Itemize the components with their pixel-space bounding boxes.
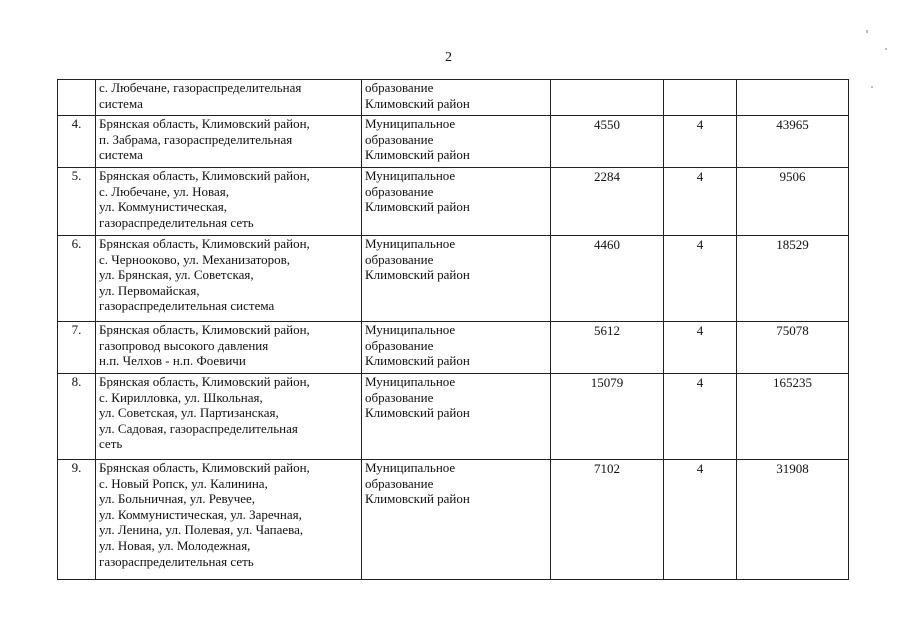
address-line: система bbox=[99, 147, 143, 163]
owner-line: Муниципальное bbox=[365, 322, 456, 337]
value-cell-1: 5612 bbox=[551, 322, 664, 374]
address-cell bbox=[96, 460, 362, 580]
address-line: ул. Садовая, газораспределительная bbox=[99, 420, 298, 436]
address-line: ул. Ленина, ул. Полевая, ул. Чапаева, bbox=[99, 522, 304, 538]
owner-cell bbox=[362, 116, 551, 168]
scan-artifact bbox=[885, 48, 887, 50]
scan-artifact bbox=[866, 30, 868, 33]
value-cell-1: 4460 bbox=[551, 236, 664, 322]
address-line: с. Кирилловка, ул. Школьная, bbox=[99, 389, 263, 405]
owner-line: Муниципальное bbox=[365, 236, 456, 251]
page-number: 2 bbox=[445, 50, 452, 65]
address-line: Брянская область, Климовский район, bbox=[99, 236, 310, 251]
owner-line: Климовский район bbox=[365, 95, 470, 111]
row-number-cell bbox=[58, 80, 96, 116]
address-line: Брянская область, Климовский район, bbox=[99, 168, 310, 183]
address-line: газораспределительная сеть bbox=[99, 553, 254, 569]
address-line: Брянская область, Климовский район, bbox=[99, 322, 310, 337]
address-line: п. Забрама, газораспределительная bbox=[99, 131, 293, 147]
address-cell bbox=[96, 80, 362, 116]
value-cell-2: 4 bbox=[664, 322, 737, 374]
address-line: газораспределительная сеть bbox=[99, 214, 254, 230]
owner-cell bbox=[362, 374, 551, 460]
value-cell-2: 4 bbox=[664, 460, 737, 580]
owner-line: образование bbox=[365, 389, 434, 405]
value-cell-3: 43965 bbox=[737, 116, 849, 168]
owner-line: образование bbox=[365, 80, 434, 95]
scan-artifact bbox=[871, 86, 873, 88]
address-line: с. Новый Ропск, ул. Калинина, bbox=[99, 475, 268, 491]
address-line: ул. Новая, ул. Молодежная, bbox=[99, 537, 251, 553]
owner-line: Муниципальное bbox=[365, 460, 456, 475]
address-line: газораспределительная система bbox=[99, 298, 275, 314]
value-cell-2 bbox=[664, 80, 737, 116]
owner-line: Климовский район bbox=[365, 147, 470, 163]
owner-cell bbox=[362, 80, 551, 116]
owner-line: Муниципальное bbox=[365, 374, 456, 389]
value-cell-1: 15079 bbox=[551, 374, 664, 460]
owner-cell bbox=[362, 236, 551, 322]
row-number-cell: 6. bbox=[58, 236, 96, 322]
owner-line: Климовский район bbox=[365, 353, 470, 369]
value-cell-3: 31908 bbox=[737, 460, 849, 580]
address-line: н.п. Челхов - н.п. Фоевичи bbox=[99, 353, 246, 369]
row-number-cell: 4. bbox=[58, 116, 96, 168]
registry-table bbox=[57, 79, 849, 580]
value-cell-2: 4 bbox=[664, 116, 737, 168]
value-cell-3 bbox=[737, 80, 849, 116]
value-cell-3: 18529 bbox=[737, 236, 849, 322]
address-cell bbox=[96, 168, 362, 236]
owner-line: Климовский район bbox=[365, 491, 470, 507]
row-number-cell: 8. bbox=[58, 374, 96, 460]
address-line: газопровод высокого давления bbox=[99, 337, 269, 353]
address-line: ул. Коммунистическая, bbox=[99, 199, 227, 215]
table-row bbox=[58, 374, 849, 460]
address-cell bbox=[96, 374, 362, 460]
value-cell-3: 165235 bbox=[737, 374, 849, 460]
value-cell-3: 9506 bbox=[737, 168, 849, 236]
table-row bbox=[58, 460, 849, 580]
table-row bbox=[58, 116, 849, 168]
owner-line: Муниципальное bbox=[365, 116, 456, 131]
row-number-cell: 5. bbox=[58, 168, 96, 236]
address-line: ул. Коммунистическая, ул. Заречная, bbox=[99, 506, 302, 522]
value-cell-2: 4 bbox=[664, 168, 737, 236]
address-line: ул. Брянская, ул. Советская, bbox=[99, 267, 254, 283]
address-line: с. Любечане, газораспределительная bbox=[99, 80, 302, 95]
address-line: с. Любечане, ул. Новая, bbox=[99, 183, 229, 199]
owner-cell bbox=[362, 168, 551, 236]
address-line: сеть bbox=[99, 436, 123, 452]
table-row bbox=[58, 168, 849, 236]
value-cell-1 bbox=[551, 80, 664, 116]
value-cell-1: 7102 bbox=[551, 460, 664, 580]
value-cell-3: 75078 bbox=[737, 322, 849, 374]
owner-line: Климовский район bbox=[365, 405, 470, 421]
value-cell-2: 4 bbox=[664, 236, 737, 322]
owner-line: Муниципальное bbox=[365, 168, 456, 183]
address-line: система bbox=[99, 95, 143, 111]
owner-line: образование bbox=[365, 475, 434, 491]
registry-table-body bbox=[58, 80, 849, 580]
owner-line: образование bbox=[365, 131, 434, 147]
address-line: ул. Больничная, ул. Ревучее, bbox=[99, 491, 256, 507]
address-cell bbox=[96, 236, 362, 322]
value-cell-1: 2284 bbox=[551, 168, 664, 236]
address-line: с. Чернооково, ул. Механизаторов, bbox=[99, 251, 291, 267]
owner-cell bbox=[362, 322, 551, 374]
address-line: ул. Первомайская, bbox=[99, 282, 200, 298]
address-line: Брянская область, Климовский район, bbox=[99, 460, 310, 475]
value-cell-2: 4 bbox=[664, 374, 737, 460]
owner-line: образование bbox=[365, 251, 434, 267]
owner-line: Климовский район bbox=[365, 199, 470, 215]
address-line: Брянская область, Климовский район, bbox=[99, 116, 310, 131]
row-number-cell: 9. bbox=[58, 460, 96, 580]
owner-line: образование bbox=[365, 183, 434, 199]
owner-line: образование bbox=[365, 337, 434, 353]
address-line: ул. Советская, ул. Партизанская, bbox=[99, 405, 279, 421]
table-row bbox=[58, 80, 849, 116]
owner-cell bbox=[362, 460, 551, 580]
address-cell bbox=[96, 322, 362, 374]
owner-line: Климовский район bbox=[365, 267, 470, 283]
table-row bbox=[58, 322, 849, 374]
address-cell bbox=[96, 116, 362, 168]
row-number-cell: 7. bbox=[58, 322, 96, 374]
address-line: Брянская область, Климовский район, bbox=[99, 374, 310, 389]
table-row bbox=[58, 236, 849, 322]
value-cell-1: 4550 bbox=[551, 116, 664, 168]
